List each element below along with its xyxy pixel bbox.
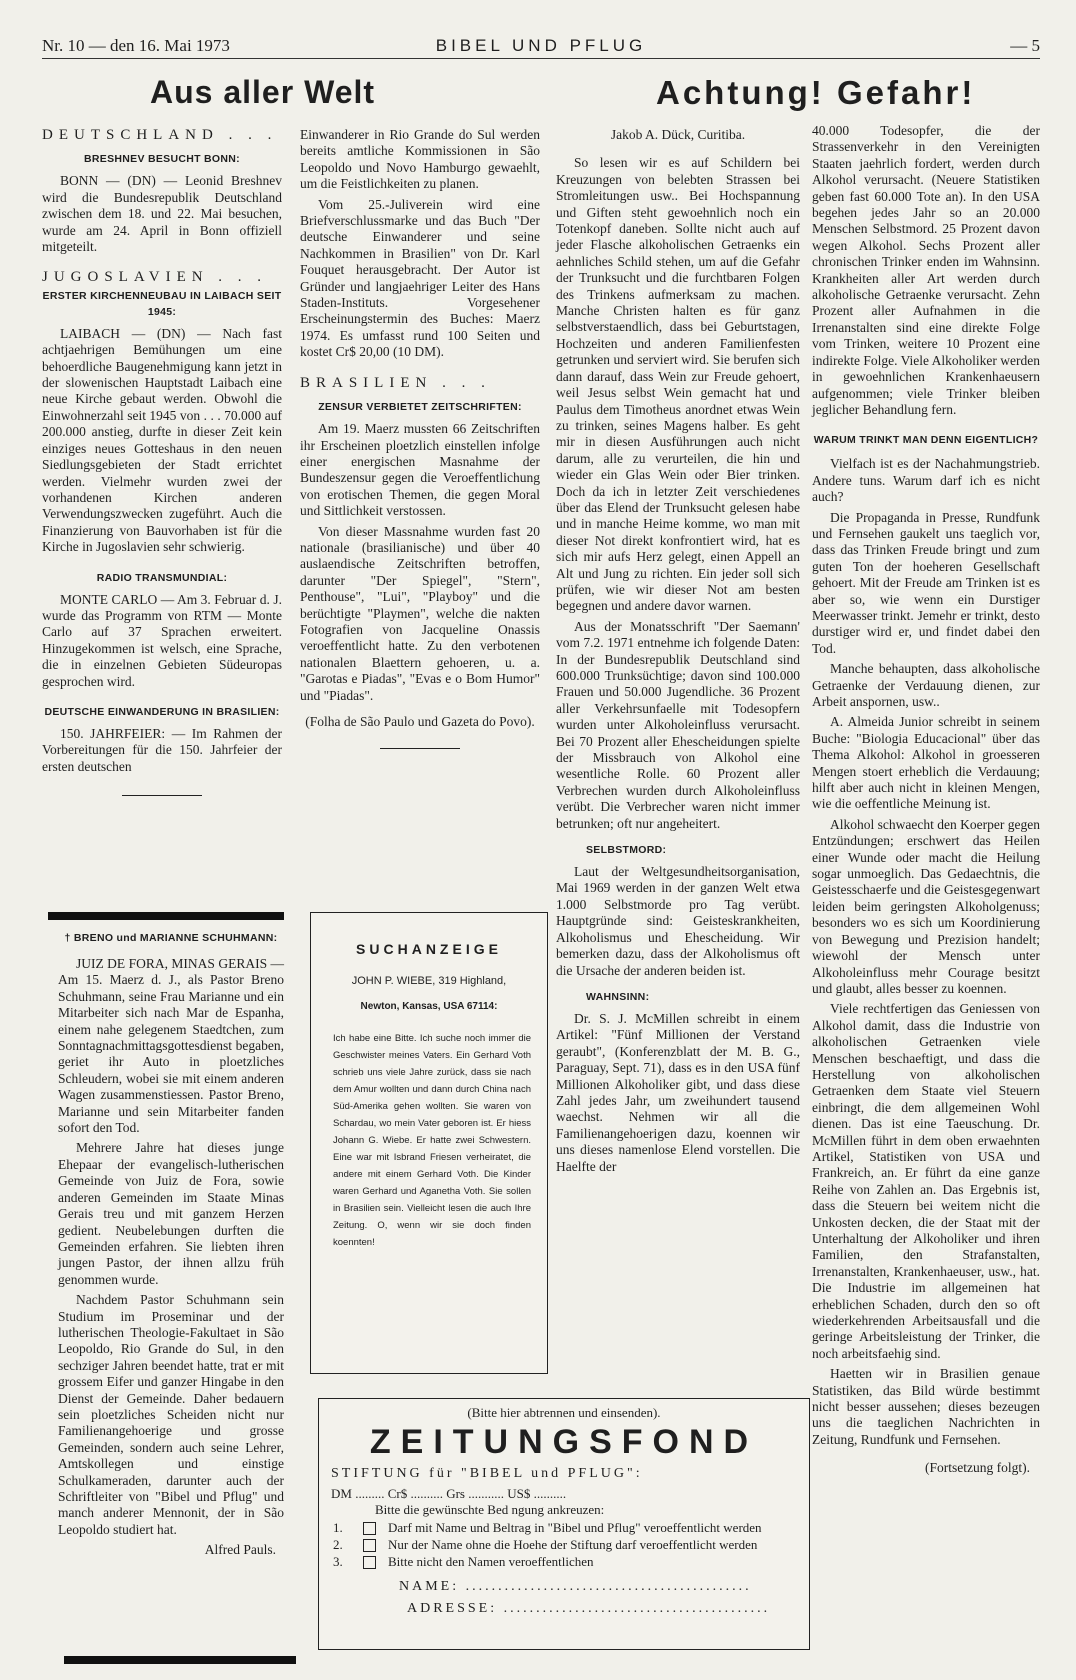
country-heading-brasilien: BRASILIEN . . . — [300, 374, 491, 391]
checkbox-option-1[interactable] — [363, 1522, 376, 1535]
news-paragraph: LAIBACH — (DN) — Nach fast achtjaehrigen Bemühungen um eine behoerdliche Baugenehmigung kann jetzt in der slowenischen Hauptstadt Laibach eine neue Kirche gebaut werden. Obwohl die Einwohnerzahl seit 1945 von . . . 70.000 auf 200.000 anstieg, durfte in dieser Zeit kein einziges neues Gotteshaus in den neuen Siedlungsgebieten der Stadt errichtet werden. Vielmehr wurden zwei der vorhandenen Kirchen anderen Verwendungszwecken zugeführt. Auch die Finanzierung von Bauvorhaben ist für die Kirche in Jugoslavien sehr schwierig. — [42, 325, 282, 555]
news-paragraph: Einwanderer in Rio Grande do Sul werden bereits amtliche Kommissionen in São Leopoldo und Novo Hamburgo gewaehlt, um die Feistlichkeiten zu planen. — [300, 127, 540, 192]
article-paragraph: Alkohol schwaecht den Koerper gegen Entzündungen; erschwert das Heilen einer Wunde oder macht die Heilung sogar unmoeglich. Das Gedaechtnis, die Geistesschaerfe und die Geistesgegenwart leiden beim geringsten Alkoholgenuss; besonders wo es sich um Koordinierung von Bewegung und Prezision handelt; wiewohl der Mensch unter Alkoholeinfluss mehr Courage besitzt und glaubt, alles besser zu koennen. — [812, 816, 1040, 996]
suchanzeige-address-city: Newton, Kansas, USA 67114: — [360, 1001, 498, 1012]
column-1 — [42, 125, 282, 808]
option-3[interactable] — [333, 1554, 809, 1569]
article-paragraph: Aus der Monatsschrift "Der Saemann' vom 7.2. 1971 entnehme ich folgende Daten: In der Bundesrepublik Deutschland sind 600.000 Trunksüchtige; davon sind 100.000 Frauen und 50.000 Jugendliche. 36 Prozent aller Verkehrsunfaelle mit Todesopfern wurden unter Alkoholeinfluss verursacht. Bei 70 Prozent aller Ehescheidungen spielte der Missbrauch von Alkohol eine wesentliche Rolle. 60 Prozent aller Verbrechen wurden durch Alkoholeinfluss verübt. Die Verbrecher waren nicht immer betrunken; oft nur angeheitert. — [556, 618, 800, 831]
article-subheading: WARUM TRINKT MAN DENN EIGENTLICH? — [813, 434, 1039, 447]
checkbox-option-3[interactable] — [363, 1556, 376, 1569]
suchanzeige-box — [310, 912, 548, 1374]
article-paragraph: Haetten wir in Brasilien genaue Statistiken, das Bild würde bestimmt nicht besser aussehen; dieses bezeugen uns die taeglichen Nachrichten in Zeitung, Rundfunk und Fernsehen. — [812, 1366, 1040, 1447]
coupon-title: ZEITUNGSFOND — [369, 1423, 759, 1461]
option-2[interactable] — [333, 1537, 809, 1552]
obituary-paragraph: JUIZ DE FORA, MINAS GERAIS — Am 15. Maerz d. J., als Pastor Breno Schuhmann, seine Frau Marianne und ein Mitarbeiter sich nach Mar de Espanha, einem nahe gelegenem Staedtchen, zum Sonntagnachmittagsgottesdienst begaben, geriet ihr Auto in ploetzliches Schleudern, wobei sie mit einem anderen Wagen zusammenstiessen. Pastor Breno, Marianne und sein Mitarbeiter fanden sofort den Tod. — [58, 956, 284, 1136]
news-headline: RADIO TRANSMUNDIAL: — [96, 571, 228, 584]
obituary-headline: † BRENO und MARIANNE SCHUHMANN: — [64, 932, 278, 944]
amount-fields[interactable]: DM ......... Cr$ .......... Grs ........... US$ .......... — [331, 1486, 567, 1501]
article-paragraph: Die Propaganda in Presse, Rundfunk und Fernsehen gaukelt uns taeglich vor, dass das Trinken Freude bringt und zum guten Ton der hoeheren Gesellschaft gehoert. Mit der Freude am Trinken ist es aber so, wie wenn ein Durstiger Meerwasser trinkt. Jemehr er trinkt, desto durstiger wird er, und findet dabei den Tod. — [812, 509, 1040, 656]
column-4 — [812, 123, 1040, 1477]
article-paragraph: Laut der Weltgesundheitsorganisation, Mai 1969 werden in der ganzen Welt etwa 1.000 Selbstmorde pro Tag verübt. Hauptgründe sind: Geisteskrankheiten, Alkoholismus und Ehescheidung. Wir bemerken dazu, dass der Alkoholismus oft die Ursache der anderen beiden ist. — [556, 864, 800, 978]
option-number: 3. — [333, 1554, 343, 1569]
article-paragraph: So lesen wir es auf Schildern bei Kreuzungen von belebten Strassen bei Stromleitungen usw.. Bei Hochspannung und Giften steht gewoehnlich noch ein Totenkopf daneben. Sollte nicht auch auf jeder Flasche alkoholischen Getraenks ein aehnliches Schild stehen, um auf die Gefahr der Trunksucht und die furchtbaren Folgen des Trinkens aufmerksam zu machen. Manche Christen halten es für ganz selbstverstaendlich, dass bei Geburtstagen, Hochzeiten und anderen Familienfesten getrunken und serviert wird. Sie berufen sich dann darauf, dass Wein zur Freude gehoert, weil Jesus selbst Wein gemacht hat und Paulus dem Timotheus anordnet etwas Wein zu trinken, seines Magens halber. Es geht mir in diesen Ausführungen auch nicht darum, alle zu verurteilen, die hin und wieder ein Glas Wein oder Bier trinken. Doch da ich in letzter Zeit verschiedenes über das Elend der Trunksucht gelesen habe und in manche Heime komme, wo man mit dieser Not direkt konfrontiert wird, hat es sich mir aufs Herz gelegt, einen Appell an Alt und Jung zu richten. Ein jeder soll sich prüfen, wie wir dieser Not am besten begegnen und andere davor warnen. — [556, 155, 800, 614]
page-number: — 5 — [1010, 36, 1040, 55]
article-paragraph: Viele rechtfertigen das Geniessen von Alkohol damit, dass die Industrie von alkoholischen Getraenken viele Menschen beschaeftigt, und dass die Herstellung von alkoholischen Getraenken dem Staate viel Steuern einbringt, die dem allgemeinen Wohl dienen. Das ist eine Taeuschung. Dr. McMillen führt in dem oben erwaehnten Artikel, Statistiken von USA und Frankreich, an. Er führt da eine ganze Reihe von Zahlen an. Das Ergebnis ist, dass die Steuern bei weitem nicht die Unkosten decken, die der Staat mit der Unterhaltung der Alkoholiker und ihren Familien, den Strafanstalten, Irrenanstalten, Krankenhaeuser, usw., hat. Die Industrie im allgemeinen hat erheblichen Schaden, durch den so oft wiederkehrenden Arbeitsausfall und die geringe Arbeitsleistung der Trinker, die noch arbeitsfaehig sind. — [812, 1001, 1040, 1361]
news-source: (Folha de São Paulo und Gazeta do Povo). — [305, 714, 535, 729]
option-label: Bitte nicht den Namen veroeffentlichen — [388, 1554, 594, 1569]
coupon-foundation: STIFTUNG für "BIBEL und PFLUG": — [331, 1466, 643, 1481]
option-1[interactable] — [333, 1520, 809, 1535]
news-paragraph: Von dieser Massnahme wurden fast 20 nationale (brasilianische) und über 40 auslaendische Zeitschriften betroffen, darunter "Der Spiegel", "Stern", Penthouse", "Lui", "Playboy" und die berüchtigte "Playmen", welche die nakten Fotografien von Jacqueline Onassis veroeffentlicht hatte. Zu den verbotenen nationalen Blaettern gehoeren, u. a. "Garotas e Piadas", "Evas e o Bom Humor" und "Piadas". — [300, 523, 540, 703]
obituary-column — [58, 926, 284, 1559]
option-label: Darf mit Name und Beltrag in "Bibel und Pflug" veroeffentlicht werden — [388, 1520, 762, 1535]
news-paragraph: MONTE CARLO — Am 3. Februar d. J. wurde das Programm von RTM — Monte Carlo auf 37 Sprachen erweitert. Hinzugekommen ist welsch, eine Sprache, die in einzelnen Gebieten Südeuropas gesprochen wird. — [42, 591, 282, 689]
suchanzeige-address: JOHN P. WIEBE, 319 Highland, — [351, 975, 507, 987]
news-paragraph: Am 19. Maerz mussten 66 Zeitschriften ihr Erscheinen ploetzlich einstellen infolge einer energischen Masnahme der Bundeszensur gegen die Veroeffentlichung von erotischen Themen, die gegen Moral und Sittlichkeit verstossen. — [300, 421, 540, 519]
article-paragraph: Vielfach ist es der Nachahmungstrieb. Andere tuns. Warum darf ich es nicht auch? — [812, 456, 1040, 505]
suchanzeige-title: SUCHANZEIGE — [356, 941, 502, 957]
suchanzeige-text: Ich habe eine Bitte. Ich suche noch immer die Geschwister meines Vaters. Ein Gerhard Voth schrieb uns viele Jahre zurück, dass sie nach dem Amur wollten und dann durch China nach Süd-Amerika gehen wollten. Sie waren von Schardau, wo mein Vater geboren ist. Er hiess Johann G. Wiebe. Er hatte zwei Schwestern. Eine war mit Isbrand Friesen verheiratet, die andere mit einem Gerhard Voth. Die Kinder waren Gerhard und Aganetha Voth. Sie sollen in Brasilien sein. Vielleicht lesen die auch Ihre Zeitung. O, wenn wir sie doch finden koennten! — [333, 1033, 531, 1248]
article-author: Jakob A. Dück, Curitiba. — [610, 127, 746, 142]
divider — [380, 748, 460, 749]
article-paragraph: Manche behaupten, dass alkoholische Getraenke der Verdauung dienen, zur Arbeit anspornen, usw.. — [812, 661, 1040, 709]
option-label: Nur der Name ohne die Hoehe der Stiftung darf veroeffentlicht werden — [388, 1537, 758, 1552]
article-subheading: SELBSTMORD: — [586, 844, 667, 857]
issue-date: Nr. 10 — den 16. Mai 1973 — [42, 36, 230, 55]
option-instruction: Bitte die gewünschte Bed ngung ankreuzen: — [375, 1502, 605, 1517]
option-number: 1. — [333, 1520, 343, 1535]
publication-title: BIBEL UND PFLUG — [435, 36, 647, 55]
coupon-instruction: (Bitte hier abtrennen und einsenden). — [467, 1405, 661, 1420]
news-headline: ZENSUR VERBIETET ZEITSCHRIFTEN: — [318, 401, 522, 414]
divider — [122, 795, 202, 796]
column-2 — [300, 127, 540, 761]
option-number: 2. — [333, 1537, 343, 1552]
article-paragraph: Dr. S. J. McMillen schreibt in einem Artikel: "Fünf Millionen der Verstand geraubt", (Konferenzblatt der M. B. G., Paraguay, Sept. 71), dass es in den USA fünf Millionen Alkoholiker gibt, und dass diese Zahl jedes Jahr, um zweihundert tausend waechst. Nehmen wir all die Familienangehoerigen dazu, koennen wir uns dieses namenlose Elend vorstellen. Die Haelfte der — [556, 1010, 800, 1174]
obituary-signature: Alfred Pauls. — [204, 1542, 276, 1558]
news-paragraph: Vom 25.-Juliverein wird eine Briefverschlussmarke und das Buch "Der deutsche Einwanderer und seine Nachkommen in Brasilien" von Dr. Karl Fouquet herausgebracht. Der Autor ist Gründer und langjaehriger Leiter des Hans Staden-Instituts. Vorgesehener Erscheinungstermin des Buches: Maerz 1974. Es umfasst rund 100 Seiten und kostet Cr$ 20,00 (10 DM). — [300, 196, 540, 360]
article-paragraph: A. Almeida Junior schreibt in seinem Buche: "Biologia Educacional" über das Thema Alkohol: Alkohol in groesseren Mengen stoert erheblich die Verdauung; hilft aber auch nicht in kleinen Mengen, wie die oeffentliche Meinung ist. — [812, 714, 1040, 812]
column-3 — [556, 127, 800, 1179]
zeitungsfond-coupon — [318, 1398, 810, 1650]
obituary-paragraph: Nachdem Pastor Schuhmann sein Studium im Proseminar und der lutherischen Theologie-Fakultaet in São Leopoldo, Rio Grande do Sul, in den sechziger Jahren beendet hatte, trat er mit grossem Eifer und ganzer Hingabe in den Dienst der Gemeinde. Daher bedauern sein ploetzliches Scheiden nicht nur Familienangehoerige und grosse Gemeinden, sondern auch seine Lehrer, Amtskollegen und einstige Schulkameraden, darunter auch der Schriftleiter von "Bibel und Pflug" und manch anderer Mennonit, der in São Leopoldo studiert hat. — [58, 1292, 284, 1537]
article-subheading: WAHNSINN: — [586, 990, 650, 1003]
news-paragraph: 150. JAHRFEIER: — Im Rahmen der Vorbereitungen für die 150. Jahrfeier der ersten deutschen — [42, 725, 282, 774]
obituary-top-bar — [48, 912, 284, 920]
news-paragraph: BONN — (DN) — Leonid Breshnev wird die Bundesrepublik Deutschland zwischen dem 18. und 22. Mai besuchen, wurde am 24. April in Bonn offiziell mitgeteilt. — [42, 173, 282, 255]
country-heading-deutschland: DEUTSCHLAND . . . — [42, 127, 278, 143]
name-field[interactable]: NAME: ............................................ — [399, 1579, 752, 1594]
article-paragraph: 40.000 Todesopfer, die der Strassenverkehr in den Vereinigten Staaten jaehrlich fordert, werden durch Alkohol verursacht. (Neuere Statistiken geben fast 60.000 Tote an). In den USA begehen jedes Jahr so an 20.000 Menschen Selbstmord. 25 Prozent davon wegen Alkohol. Sechs Prozent aller chronischen Trinker enden im Wahnsinn. Krankheiten aller Art werden durch alkoholische Getraenke verursacht. Zehn Prozent aller Aufnahmen in die Irrenanstalten sind eine direkte Folge vom Trinken, weitere 10 Prozent eine indirekte Folge. Viele Alkoholiker werden in gewoehnlichen Krankenhaeusern aufgenommen; viele Trinker bleiben jeglicher Behandlung fern. — [812, 123, 1041, 417]
news-headline: DEUTSCHE EINWANDERUNG IN BRASILIEN: — [44, 705, 280, 718]
obituary-bottom-bar — [64, 1656, 296, 1664]
news-headline: ERSTER KIRCHENNEUBAU IN LAIBACH SEIT 1945: — [42, 289, 282, 318]
continuation-note: (Fortsetzung folgt). — [925, 1460, 1030, 1476]
article-title-achtung-gefahr: Achtung! Gefahr! — [656, 74, 976, 111]
obituary-paragraph: Mehrere Jahre hat dieses junge Ehepaar der evangelisch-lutherischen Gemeinde von Juiz de Fora, sowie anderen Gemeinden im Staate Minas Gerais treu und mit ganzem Herzen gedient. Neubelebungen durften die Gemeinden erfahren. Sie liebten ihren jungen Pastor, der ihnen allzu früh genommen wurde. — [58, 1140, 284, 1287]
section-title-aus-aller-welt: Aus aller Welt — [150, 74, 376, 110]
page-header — [42, 34, 1040, 59]
news-headline: BRESHNEV BESUCHT BONN: — [84, 153, 240, 166]
checkbox-option-2[interactable] — [363, 1539, 376, 1552]
country-heading-jugoslavien: JUGOSLAVIEN . . . — [42, 269, 268, 286]
address-field[interactable]: ADRESSE: ......................................... — [407, 1601, 771, 1616]
